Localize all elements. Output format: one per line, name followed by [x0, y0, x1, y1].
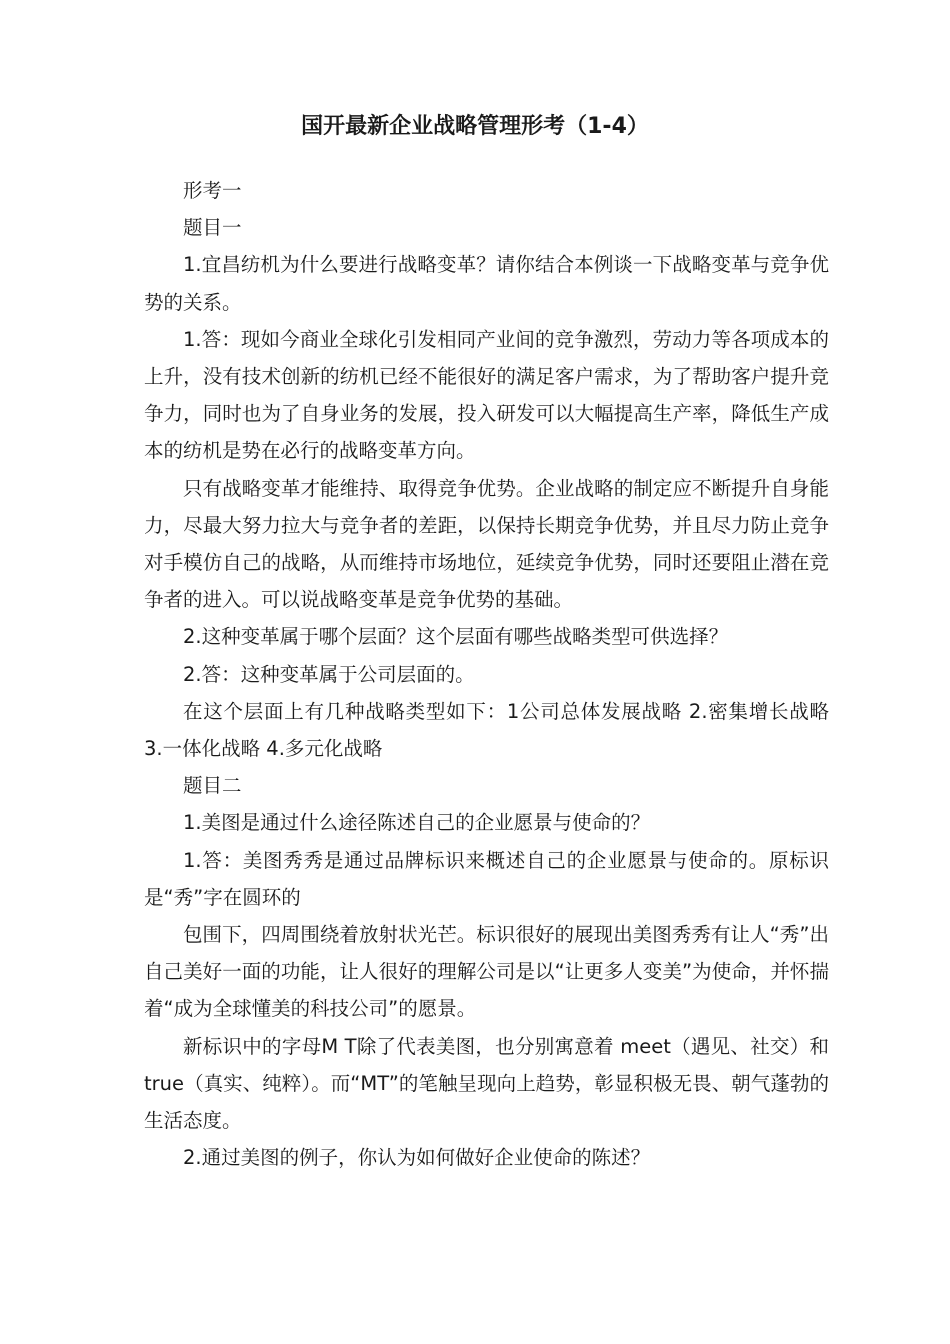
answer-paragraph: 1.答：美图秀秀是通过品牌标识来概述自己的企业愿景与使命的。原标识是“秀”字在圆环的 [144, 848, 829, 909]
answer-paragraph: 包围下，四周围绕着放射状光芒。标识很好的展现出美图秀秀有让人“秀”出自己美好一面的功能，让人很好的理解公司是以“让更多人变美”为使命，并怀揣着“成为全球懂美的科技公司”的愿景。 [144, 923, 829, 1021]
question-paragraph: 2.这种变革属于哪个层面？这个层面有哪些战略类型可供选择？ [183, 625, 729, 649]
section-heading: 形考一 [183, 179, 242, 202]
document-body [144, 172, 829, 1176]
question-paragraph: 1.美图是通过什么途径陈述自己的企业愿景与使命的？ [183, 811, 651, 835]
question-paragraph: 1.宜昌纺机为什么要进行战略变革？请你结合本例谈一下战略变革与竞争优势的关系。 [144, 253, 829, 314]
answer-paragraph: 2.答：这种变革属于公司层面的。 [183, 662, 475, 686]
answer-paragraph: 新标识中的字母M T除了代表美图，也分别寓意着 meet（遇见、社交）和 true（真实、纯粹）。而“MT”的笔触呈现向上趋势，彰显积极无畏、朝气蓬勃的生活态度。 [144, 1034, 829, 1133]
answer-paragraph: 只有战略变革才能维持、取得竞争优势。企业战略的制定应不断提升自身能力，尽最大努力拉大与竞争者的差距，以保持长期竞争优势，并且尽力防止竞争对手模仿自己的战略，从而维持市场地位，延续竞争优势，同时还要阻止潜在竞争者的进入。可以说战略变革是竞争优势的基础。 [144, 476, 829, 612]
document-title: 国开最新企业战略管理形考（1-4） [301, 114, 649, 139]
answer-paragraph: 在这个层面上有几种战略类型如下：1公司总体发展战略 2.密集增长战略 3.一体化战略 4.多元化战略 [144, 699, 829, 761]
answer-paragraph: 1.答：现如今商业全球化引发相同产业间的竞争激烈，劳动力等各项成本的上升，没有技术创新的纺机已经不能很好的满足客户需求，为了帮助客户提升竞争力，同时也为了自身业务的发展，投入研发可以大幅提高生产率，降低生产成本的纺机是势在必行的战略变革方向。 [144, 327, 829, 463]
question-heading: 题目一 [183, 216, 242, 240]
question-paragraph: 2.通过美图的例子，你认为如何做好企业使命的陈述？ [183, 1146, 651, 1170]
question-heading: 题目二 [183, 774, 242, 798]
